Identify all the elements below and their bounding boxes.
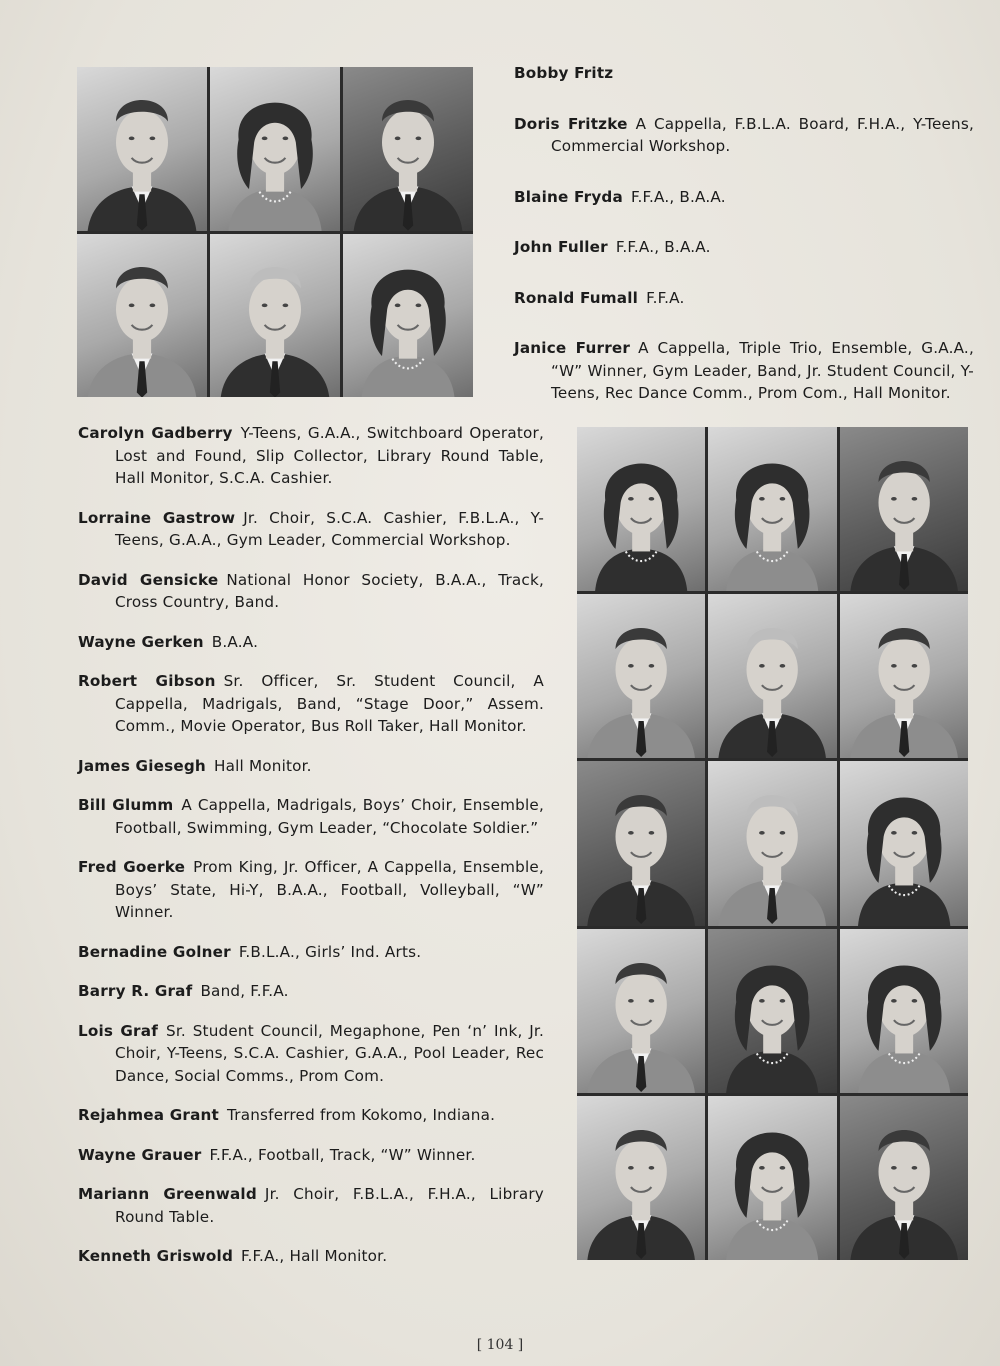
student-entry	[78, 507, 544, 552]
student-portrait	[577, 1096, 705, 1260]
student-portrait	[577, 761, 705, 925]
student-entry	[514, 62, 974, 85]
student-portrait	[210, 67, 340, 231]
student-portrait	[708, 594, 836, 758]
student-entry	[78, 1144, 544, 1167]
student-name: Bill Glumm	[78, 796, 174, 814]
student-name: Bobby Fritz	[514, 64, 614, 82]
student-activities: Hall Monitor.	[213, 756, 312, 775]
student-entry	[514, 287, 974, 310]
student-portrait	[577, 594, 705, 758]
student-activities: National Honor Society, B.A.A., Track, Cross Country, Band.	[115, 570, 544, 611]
student-activities: Jr. Choir, S.C.A. Cashier, F.B.L.A., Y-Teens, G.A.A., Gym Leader, Commercial Workshop.	[115, 508, 544, 549]
student-name: Robert Gibson	[78, 672, 216, 690]
student-name: Fred Goerke	[78, 858, 186, 876]
student-portrait	[577, 427, 705, 591]
student-activities: F.F.A., B.A.A.	[615, 238, 711, 256]
student-portrait	[343, 234, 473, 398]
student-entry	[514, 337, 974, 405]
student-entry	[78, 1104, 544, 1127]
student-name: Wayne Gerken	[78, 632, 204, 651]
student-name: Bernadine Golner	[78, 942, 231, 961]
student-entry	[78, 794, 544, 839]
student-entry	[78, 1020, 544, 1088]
student-name: James Giesegh	[78, 756, 206, 775]
student-entry	[78, 980, 544, 1003]
student-portrait	[77, 67, 207, 231]
student-activities: Sr. Officer, Sr. Student Council, A Cappella, Madrigals, Band, “Stage Door,” Assem. Comm., Movie Operator, Bus Roll Taker, Hall Monitor.	[115, 672, 544, 735]
entries-left	[78, 422, 544, 1268]
student-activities: F.F.A., Football, Track, “W” Winner.	[209, 1145, 476, 1164]
student-name: John Fuller	[514, 238, 608, 256]
student-name: Barry R. Graf	[78, 982, 193, 1000]
student-activities: Transferred from Kokomo, Indiana.	[227, 1106, 496, 1124]
student-entry	[78, 941, 544, 964]
portrait-grid-top	[77, 67, 473, 397]
student-portrait	[840, 929, 968, 1093]
student-name: Blaine Fryda	[514, 187, 623, 206]
student-name: Janice Furrer	[514, 339, 631, 357]
student-activities: Prom King, Jr. Officer, A Cappella, Ensemble, Boys’ State, Hi-Y, B.A.A., Football, Volleyball, “W” Winner.	[115, 858, 544, 921]
student-activities: Y-Teens, G.A.A., Switchboard Operator, Lost and Found, Slip Collector, Library Round Table, Hall Monitor, S.C.A. Cashier.	[115, 424, 544, 487]
student-activities: Sr. Student Council, Megaphone, Pen ‘n’ Ink, Jr. Choir, Y-Teens, S.C.A. Cashier, G.A.A., Pool Leader, Rec Dance, Social Comms., Prom Com.	[115, 1021, 545, 1085]
student-name: Rejahmea Grant	[78, 1106, 220, 1124]
student-entry	[78, 631, 544, 654]
student-name: Wayne Grauer	[78, 1145, 202, 1164]
student-portrait	[577, 929, 705, 1093]
entries-top	[514, 62, 974, 405]
student-entry	[78, 1245, 544, 1268]
student-portrait	[840, 594, 968, 758]
student-portrait	[210, 234, 340, 398]
student-portrait	[77, 234, 207, 398]
student-activities: F.F.A.	[646, 288, 685, 307]
student-activities: Band, F.F.A.	[200, 982, 289, 1000]
student-name: Doris Fritzke	[514, 114, 628, 133]
student-entry	[514, 236, 974, 259]
student-activities: F.B.L.A., Girls’ Ind. Arts.	[238, 942, 422, 961]
student-name: Lois Graf	[78, 1021, 159, 1040]
student-name: Lorraine Gastrow	[78, 508, 236, 527]
student-entry	[78, 1183, 544, 1228]
student-entry	[78, 422, 544, 490]
student-activities: Jr. Choir, F.B.L.A., F.H.A., Library Round Table.	[115, 1185, 544, 1226]
student-portrait	[840, 761, 968, 925]
student-portrait	[708, 761, 836, 925]
student-activities: F.F.A., Hall Monitor.	[241, 1247, 388, 1265]
student-portrait	[708, 1096, 836, 1260]
portrait-grid-right	[577, 427, 968, 1260]
student-portrait	[840, 1096, 968, 1260]
student-name: David Gensicke	[78, 570, 219, 589]
student-entry	[78, 856, 544, 924]
student-name: Mariann Greenwald	[78, 1185, 257, 1203]
page-number: [ 104 ]	[476, 1337, 524, 1353]
student-activities: A Cappella, Triple Trio, Ensemble, G.A.A., “W” Winner, Gym Leader, Band, Jr. Student Council, Y-Teens, Rec Dance Comm., Prom Com., Hall Monitor.	[551, 339, 974, 402]
student-portrait	[840, 427, 968, 591]
student-name: Kenneth Griswold	[78, 1247, 234, 1265]
student-activities: A Cappella, Madrigals, Boys’ Choir, Ensemble, Football, Swimming, Gym Leader, “Chocolate Soldier.”	[115, 796, 544, 837]
student-activities: F.F.A., B.A.A.	[630, 187, 726, 206]
student-entry	[78, 569, 544, 614]
student-name: Ronald Fumall	[514, 288, 639, 307]
student-portrait	[708, 929, 836, 1093]
student-entry	[514, 186, 974, 209]
student-activities: B.A.A.	[211, 632, 259, 651]
student-entry	[78, 755, 544, 778]
student-name: Carolyn Gadberry	[78, 424, 233, 442]
student-portrait	[708, 427, 836, 591]
student-entry	[514, 113, 974, 158]
student-entry	[78, 670, 544, 738]
student-activities: A Cappella, F.B.L.A. Board, F.H.A., Y-Teens, Commercial Workshop.	[551, 114, 975, 155]
student-portrait	[343, 67, 473, 231]
